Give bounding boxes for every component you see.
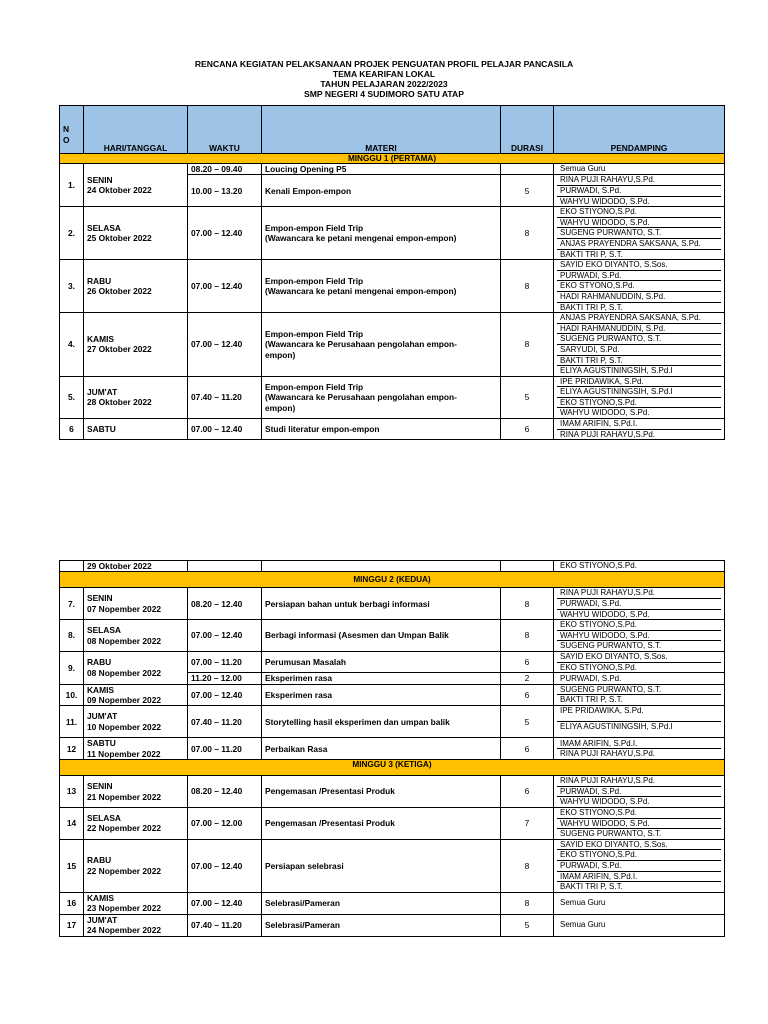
row-duration: 8 <box>501 588 554 620</box>
row-material: Empon-empon Field Trip (Wawancara ke Perusahaan pengolahan empon- empon) <box>262 313 501 377</box>
companion-name: ELIYA AGUSTININGSIH, S.Pd.I <box>560 366 673 376</box>
row-material: Persiapan selebrasi <box>262 839 501 892</box>
row-no: 17 <box>60 914 84 936</box>
table-row <box>60 776 725 808</box>
row-time: 07.00 – 12.00 <box>188 807 262 839</box>
row-companions <box>554 776 725 808</box>
row-material: Persiapan bahan untuk berbagi informasi <box>262 588 501 620</box>
row-time: 07.40 – 11.20 <box>188 914 262 936</box>
row-duration: 5 <box>501 706 554 738</box>
row-duration: 6 <box>501 651 554 672</box>
row-duration: 8 <box>501 839 554 892</box>
row-no: 13 <box>60 776 84 808</box>
doc-year: TAHUN PELAJARAN 2022/2023 <box>320 79 448 89</box>
companion-name: SAYID EKO DIYANTO, S.Sos. <box>557 652 721 663</box>
row-no <box>60 561 84 572</box>
row-no: 9. <box>60 651 84 684</box>
doc-theme: TEMA KEARIFAN LOKAL <box>332 69 436 79</box>
row-time: 07.00 – 12.40 <box>188 313 262 377</box>
row-time: 07.40 – 11.20 <box>188 706 262 738</box>
companion-name: EKO STYONO,S.Pd. <box>557 281 721 292</box>
companion-name: PURWADI, S.Pd. <box>557 271 721 282</box>
row-time: 07.00 – 12.40 <box>188 260 262 313</box>
companion-name: WAHYU WIDODO, S.Pd. <box>560 196 650 206</box>
companion-name: SUGENG PURWANTO, S.T. <box>560 641 662 651</box>
row-day: SENIN 24 Oktober 2022 <box>84 164 188 207</box>
row-day: KAMIS 27 Oktober 2022 <box>84 313 188 377</box>
table-row <box>60 892 725 914</box>
companion-name: IMAM ARIFIN, S.Pd.I. <box>557 872 721 883</box>
row-day: JUM'AT 24 Nopember 2022 <box>84 914 188 936</box>
row-duration: 8 <box>501 207 554 260</box>
companion-name: PURWADI, S.Pd. <box>557 787 721 798</box>
row-time: 08.20 – 09.40 <box>188 164 262 175</box>
companion-name: PURWADI, S.Pd. <box>557 186 721 197</box>
row-no: 6 <box>60 419 84 440</box>
companion-name: Semua Guru <box>560 164 606 174</box>
row-no: 8. <box>60 620 84 652</box>
row-date: 29 Oktober 2022 <box>84 561 188 572</box>
row-companions <box>554 175 725 207</box>
companion-name: SARYUDI, S.Pd. <box>557 345 721 356</box>
row-companions <box>554 313 725 377</box>
companion-name: EKO STIYONO,S.Pd. <box>557 207 721 218</box>
row-material: Perumusan Masalah <box>262 651 501 672</box>
companion-name: SUGENG PURWANTO, S.T. <box>557 228 721 239</box>
week-label: MINGGU 2 (KEDUA) <box>60 572 725 588</box>
companion-name: EKO STIYONO,S.Pd. <box>557 850 721 861</box>
row-no: 5. <box>60 376 84 418</box>
row-material: Studi literatur empon-empon <box>262 419 501 440</box>
row-day: SENIN 21 Nopember 2022 <box>84 776 188 808</box>
table-header-row <box>60 106 725 154</box>
table-row <box>60 164 725 175</box>
companion-name: ELIYA AGUSTININGSIH, S.Pd.I <box>557 387 721 398</box>
row-no: 7. <box>60 588 84 620</box>
table-row <box>60 588 725 620</box>
row-companions <box>554 620 725 652</box>
row-time: 08.20 – 12.40 <box>188 776 262 808</box>
col-duration: DURASI <box>501 106 554 154</box>
row-time: 07.00 – 12.40 <box>188 684 262 706</box>
table-row <box>60 807 725 839</box>
companion-name: WAHYU WIDODO, S.Pd. <box>557 631 721 642</box>
row-material: Storytelling hasil eksperimen dan umpan balik <box>262 706 501 738</box>
row-duration: 8 <box>501 313 554 377</box>
doc-school: SMP NEGERI 4 SUDIMORO SATU ATAP <box>304 89 464 99</box>
table-row <box>60 651 725 672</box>
table-row <box>60 313 725 377</box>
row-companions <box>554 588 725 620</box>
row-duration <box>501 164 554 175</box>
row-time <box>188 561 262 572</box>
row-time: 07.00 – 11.20 <box>188 738 262 760</box>
row-duration: 2 <box>501 673 554 684</box>
companion-name: IMAM ARIFIN, S.Pd.I. <box>557 419 721 430</box>
row-time: 07.00 – 12.40 <box>188 839 262 892</box>
companion-name: EKO STIYONO,S.Pd. <box>557 620 721 631</box>
companion-name: SUGENG PURWANTO, S.T. <box>557 334 721 345</box>
row-companions <box>554 561 725 572</box>
companion-name: RINA PUJI RAHAYU,S.Pd. <box>557 175 721 186</box>
row-time: 07.00 – 12.40 <box>188 419 262 440</box>
row-material: Pengemasan /Presentasi Produk <box>262 776 501 808</box>
row-companions <box>554 260 725 313</box>
companion-name: BAKTI TRI P, S.T. <box>560 695 623 705</box>
companion-name: BAKTI TRI P, S.T. <box>560 882 623 892</box>
row-duration: 5 <box>501 914 554 936</box>
row-duration: 6 <box>501 419 554 440</box>
row-material: Eksperimen rasa <box>262 673 501 684</box>
table-row <box>60 620 725 652</box>
col-companion: PENDAMPING <box>554 106 725 154</box>
companion-name: BAKTI TRI P, S.T. <box>560 249 623 259</box>
companion-name: IMAM ARIFIN, S.Pd.I. <box>557 739 721 750</box>
companion-name: WAHYU WIDODO, S.Pd. <box>560 797 650 807</box>
row-material: Empon-empon Field Trip (Wawancara ke petani mengenai empon-empon) <box>262 207 501 260</box>
table-row <box>60 684 725 706</box>
companion-name: WAHYU WIDODO, S.Pd. <box>557 819 721 830</box>
row-duration: 7 <box>501 807 554 839</box>
table-row <box>60 706 725 738</box>
row-duration: 5 <box>501 376 554 418</box>
row-time: 07.00 – 12.40 <box>188 620 262 652</box>
schedule-table-page-2 <box>59 560 725 937</box>
row-companions <box>554 738 725 760</box>
row-day: SABTU 11 Nopember 2022 <box>84 738 188 760</box>
table-row <box>60 419 725 440</box>
row-companions <box>554 807 725 839</box>
row-companions <box>554 376 725 418</box>
week-row <box>60 760 725 776</box>
row-day: RABU 26 Oktober 2022 <box>84 260 188 313</box>
row-day: SELASA 08 Nopember 2022 <box>84 620 188 652</box>
row-companions <box>554 839 725 892</box>
col-material: MATERI <box>262 106 501 154</box>
companion-name: IPE PRIDAWIKA, S.Pd. <box>557 706 721 722</box>
table-row <box>60 561 725 572</box>
row-no: 3. <box>60 260 84 313</box>
table-row <box>60 207 725 260</box>
row-material: Empon-empon Field Trip (Wawancara ke Perusahaan pengolahan empon- empon) <box>262 376 501 418</box>
row-duration: 8 <box>501 892 554 914</box>
row-material: Pengemasan /Presentasi Produk <box>262 807 501 839</box>
row-no: 11. <box>60 706 84 738</box>
col-day: HARI/TANGGAL <box>84 106 188 154</box>
companion-name: RINA PUJI RAHAYU,S.Pd. <box>557 588 721 599</box>
row-time: 11.20 – 12.00 <box>188 673 262 684</box>
companion-name: SUGENG PURWANTO, S.T. <box>557 685 721 696</box>
companion-name: RINA PUJI RAHAYU,S.Pd. <box>560 429 655 439</box>
companion-name: IPE PRIDAWIKA, S.Pd. <box>557 377 721 388</box>
row-companions <box>554 419 725 440</box>
row-day: KAMIS 23 Nopember 2022 <box>84 892 188 914</box>
row-duration <box>501 561 554 572</box>
doc-title: RENCANA KEGIATAN PELAKSANAAN PROJEK PENGUATAN PROFIL PELAJAR PANCASILA <box>194 59 574 69</box>
row-no: 15 <box>60 839 84 892</box>
row-duration: 8 <box>501 620 554 652</box>
row-duration: 8 <box>501 260 554 313</box>
companion-name: BAKTI TRI P, S.T. <box>560 302 623 312</box>
row-time: 07.00 – 12.40 <box>188 207 262 260</box>
row-day: SELASA 22 Nopember 2022 <box>84 807 188 839</box>
row-day: KAMIS 09 Nopember 2022 <box>84 684 188 706</box>
schedule-table-page-1 <box>59 105 725 440</box>
row-material: Kenali Empon-empon <box>262 175 501 207</box>
row-material: Perbaikan Rasa <box>262 738 501 760</box>
companion-name: SUGENG PURWANTO, S.T. <box>560 829 662 839</box>
row-time: 07.40 – 11.20 <box>188 376 262 418</box>
row-companions <box>554 706 725 738</box>
row-time: 07.00 – 12.40 <box>188 892 262 914</box>
companion-name: WAHYU WIDODO, S.Pd. <box>560 609 650 619</box>
companion-name: ELIYA AGUSTININGSIH, S.Pd.I <box>560 722 673 732</box>
row-day: RABU 08 Nopember 2022 <box>84 651 188 684</box>
document-header <box>0 59 768 99</box>
companion-name: HADI RAHMANUDDIN, S.Pd. <box>557 324 721 335</box>
table-row <box>60 738 725 760</box>
row-companions <box>554 164 725 175</box>
companion-name: WAHYU WIDODO, S.Pd. <box>557 218 721 229</box>
row-material: Berbagi informasi (Asesmen dan Umpan Balik <box>262 620 501 652</box>
row-no: 10. <box>60 684 84 706</box>
row-time: 07.00 – 11.20 <box>188 651 262 672</box>
row-day: SABTU <box>84 419 188 440</box>
row-duration: 6 <box>501 738 554 760</box>
companion-name: EKO STIYONO,S.Pd. <box>560 662 637 672</box>
row-day: SELASA 25 Oktober 2022 <box>84 207 188 260</box>
row-time: 08.20 – 12.40 <box>188 588 262 620</box>
week-row <box>60 572 725 588</box>
companion-name: BAKTI TRI P, S.T. <box>557 356 721 367</box>
companion-name: WAHYU WIDODO, S.Pd. <box>560 408 650 418</box>
row-time: 10.00 – 13.20 <box>188 175 262 207</box>
row-no: 2. <box>60 207 84 260</box>
table-row <box>60 376 725 418</box>
week-label: MINGGU 3 (KETIGA) <box>60 760 725 776</box>
companion-name: EKO STIYONO,S.Pd. <box>557 398 721 409</box>
row-companions <box>554 651 725 672</box>
companion-name: EKO STIYONO,S.Pd. <box>557 808 721 819</box>
week-label: MINGGU 1 (PERTAMA) <box>60 154 725 164</box>
row-day: JUM'AT 28 Oktober 2022 <box>84 376 188 418</box>
row-duration: 6 <box>501 684 554 706</box>
row-no: 1. <box>60 164 84 207</box>
row-companions <box>554 914 725 936</box>
companion-name: SAYID EKO DIYANTO, S.Sos. <box>557 840 721 851</box>
row-material: Selebrasi/Pameran <box>262 914 501 936</box>
row-duration: 6 <box>501 776 554 808</box>
companion-name: Semua Guru <box>560 920 606 930</box>
companion-name: PURWADI, S.Pd. <box>557 599 721 610</box>
companion-name: EKO STIYONO,S.Pd. <box>560 561 637 571</box>
row-companions <box>554 673 725 684</box>
companion-name: SAYID EKO DIYANTO, S.Sos. <box>557 260 721 271</box>
row-companions <box>554 207 725 260</box>
week-row <box>60 154 725 164</box>
companion-name: ANJAS PRAYENDRA SAKSANA, S.Pd. <box>557 313 721 324</box>
row-companions <box>554 892 725 914</box>
companion-name: PURWADI, S.Pd. <box>557 861 721 872</box>
col-time: WAKTU <box>188 106 262 154</box>
row-material <box>262 561 501 572</box>
companion-name: PURWADI, S.Pd. <box>560 673 622 683</box>
row-no: 14 <box>60 807 84 839</box>
row-no: 12 <box>60 738 84 760</box>
companion-name: RINA PUJI RAHAYU,S.Pd. <box>557 776 721 787</box>
row-no: 16 <box>60 892 84 914</box>
row-material: Eksperimen rasa <box>262 684 501 706</box>
row-day: SENIN 07 Nopember 2022 <box>84 588 188 620</box>
row-companions <box>554 684 725 706</box>
companion-name: Semua Guru <box>560 898 606 908</box>
row-material: Empon-empon Field Trip (Wawancara ke petani mengenai empon-empon) <box>262 260 501 313</box>
companion-name: RINA PUJI RAHAYU,S.Pd. <box>560 749 655 759</box>
row-duration: 5 <box>501 175 554 207</box>
row-day: RABU 22 Nopember 2022 <box>84 839 188 892</box>
companion-name: HADI RAHMANUDDIN, S.Pd. <box>557 292 721 303</box>
row-material: Selebrasi/Pameran <box>262 892 501 914</box>
table-row <box>60 914 725 936</box>
row-day: JUM'AT 10 Nopember 2022 <box>84 706 188 738</box>
col-no: N O <box>60 106 84 154</box>
row-material: Loucing Opening P5 <box>262 164 501 175</box>
table-row <box>60 839 725 892</box>
table-row <box>60 260 725 313</box>
companion-name: ANJAS PRAYENDRA SAKSANA, S.Pd. <box>557 239 721 250</box>
row-no: 4. <box>60 313 84 377</box>
